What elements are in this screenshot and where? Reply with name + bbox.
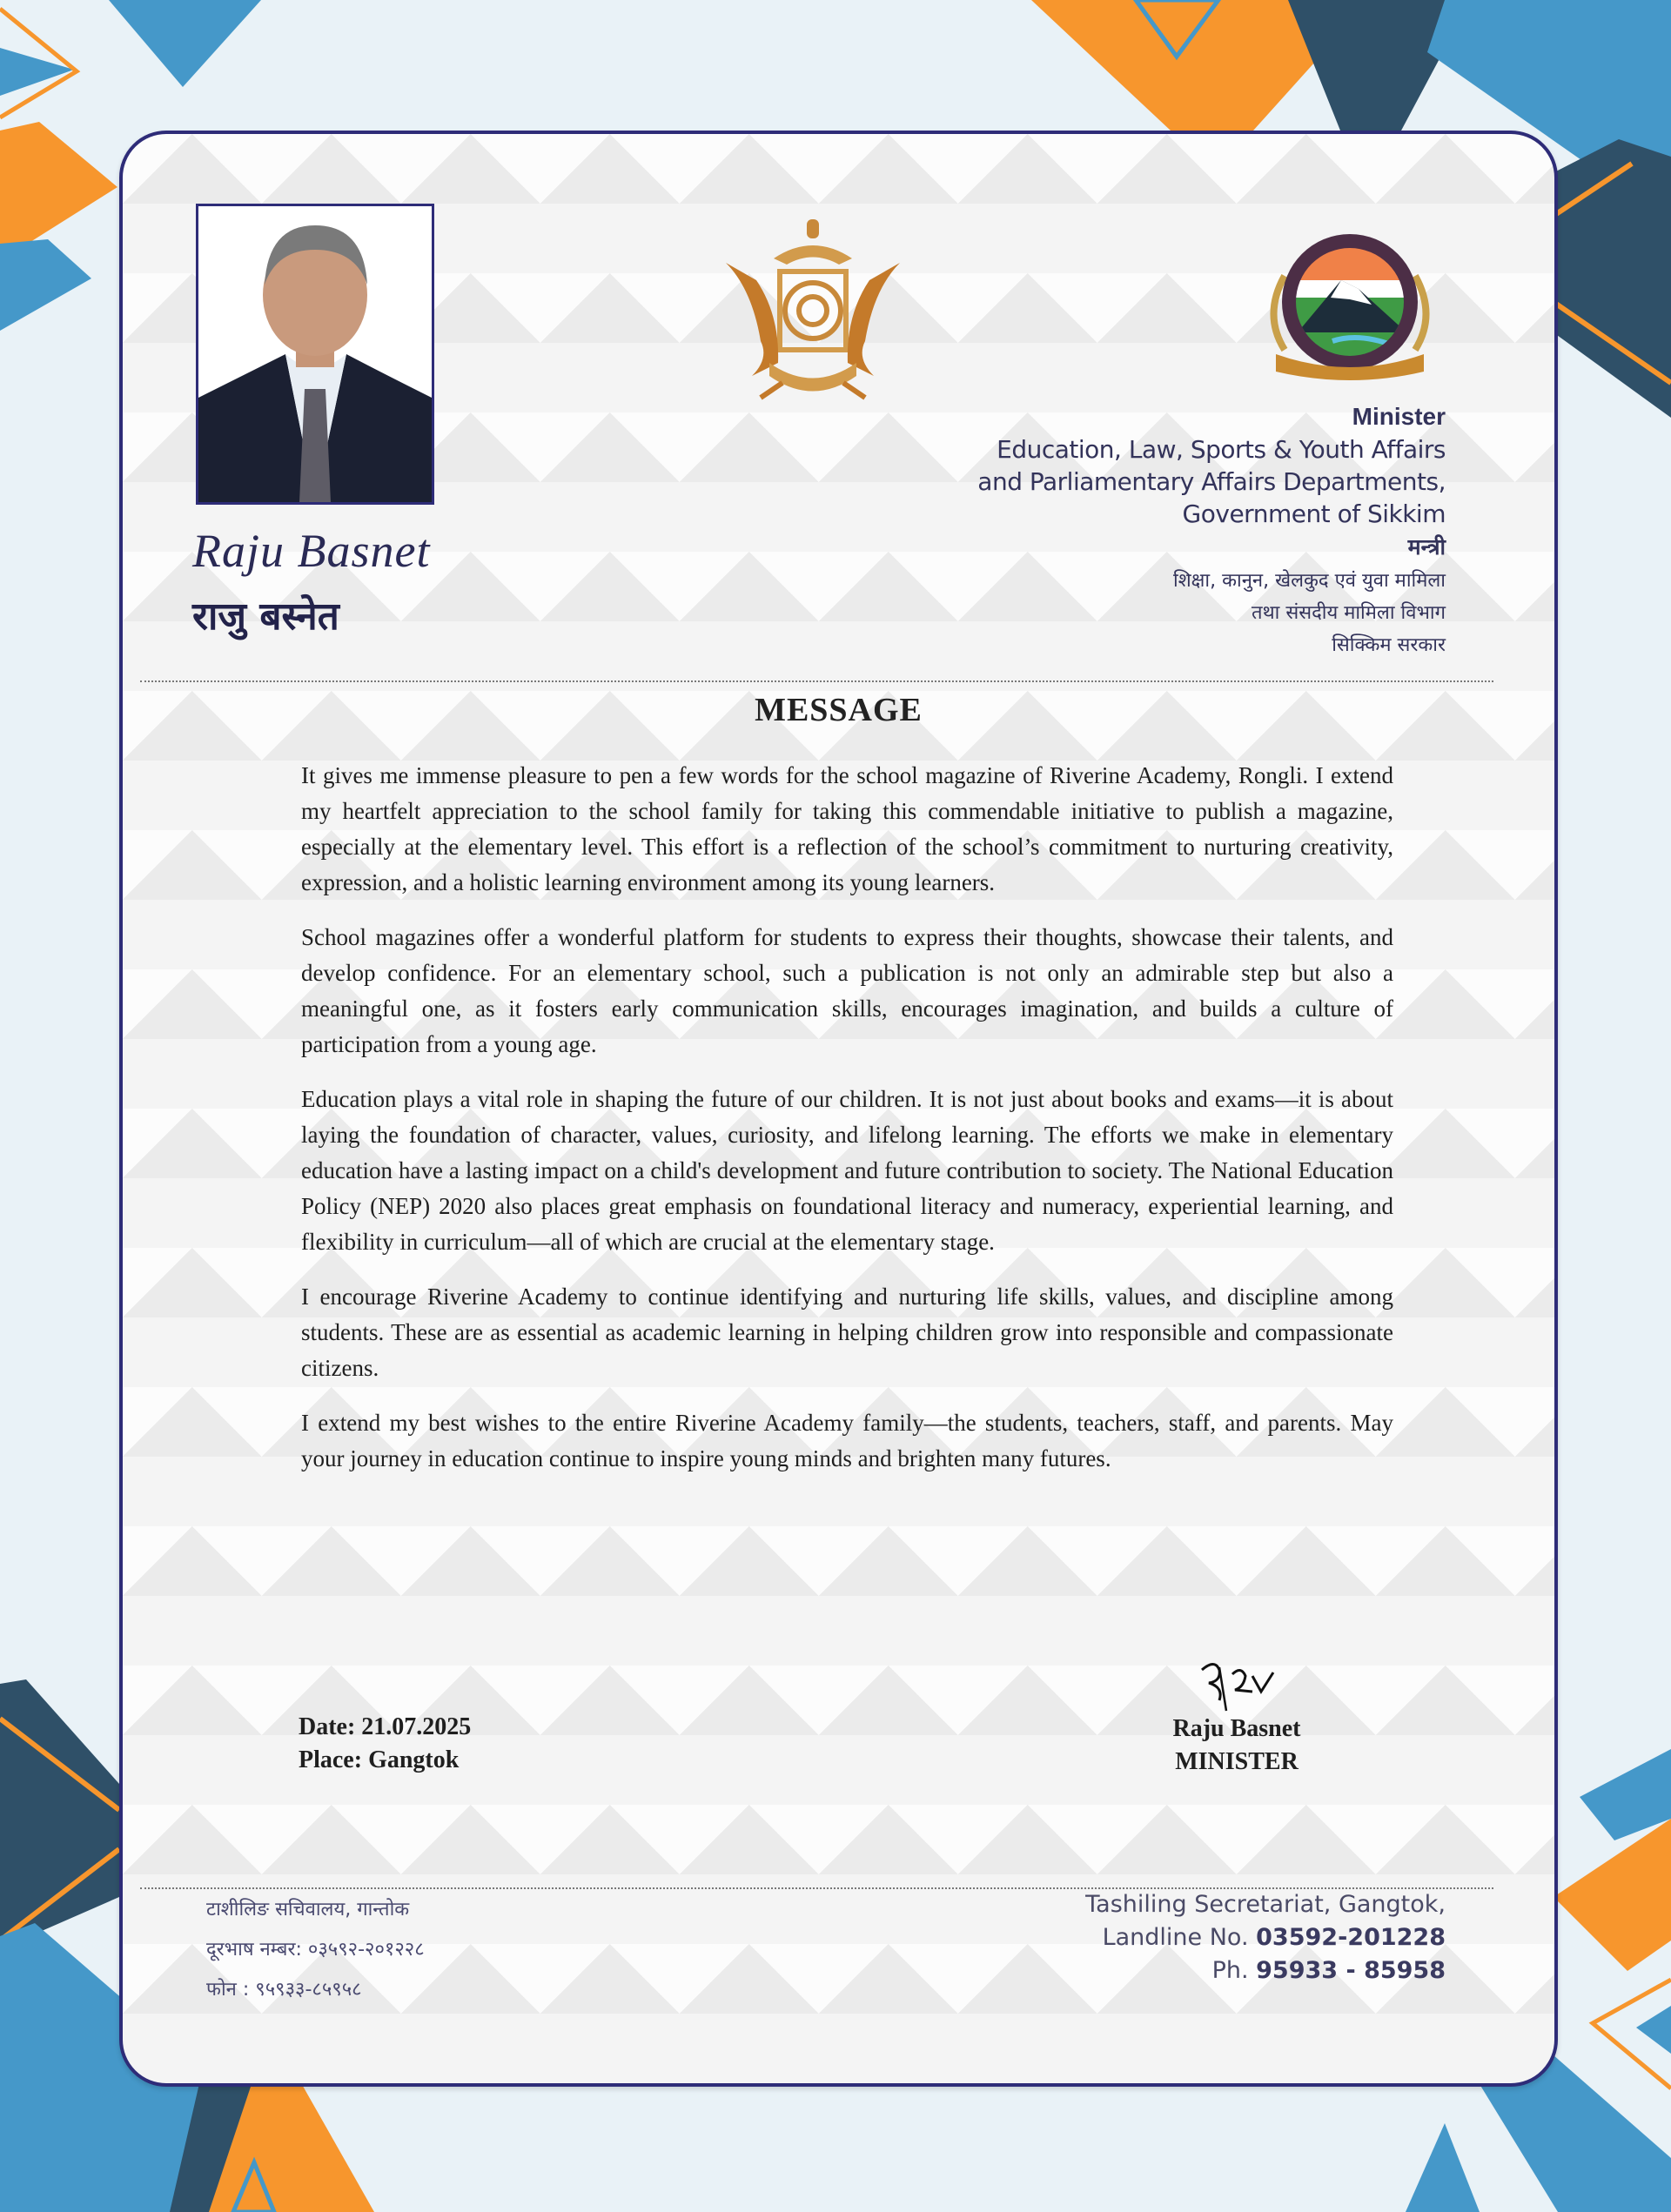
designation-block [977,400,1446,661]
place-text: Place: Gangtok [299,1746,460,1773]
designation-line: Government of Sikkim [1182,499,1446,528]
footer-phone-nepali: फोन : ९५९३३-८५९५८ [206,1979,362,2001]
designation-line-nepali: शिक्षा, कानुन, खेलकुद एवं युवा मामिला [1173,570,1446,592]
header-divider [140,680,1493,682]
footer-contact-nepali [206,1890,425,2010]
date-text: Date: 21.07.2025 [299,1713,472,1740]
designation-line-nepali: तथा संसदीय मामिला विभाग [1252,602,1446,624]
message-heading: MESSAGE [755,692,923,728]
footer-phone [1085,1954,1446,1987]
footer-address: Tashiling Secretariat, Gangtok, [1085,1891,1446,1918]
minister-photo [196,204,434,505]
designation-title-nepali: मन्त्री [1407,534,1446,560]
signatory-name: Raju Basnet [1172,1715,1301,1742]
message-paragraph: Education plays a vital role in shaping the future of our children. It is not just about books and exams—it is about laying the foundation of character, values, curiosity, and lifelong learning. The efforts we make in elementary education have a lasting impact on a child's development and future contribution to society. The National Education Policy (NEP) 2020 also places great emphasis on foundational literacy and numeracy, experiential learning, and flexibility in curriculum—all of which are crucial at the elementary stage. [301,1086,1393,1255]
footer-landline [1085,1921,1446,1954]
message-paragraph: I extend my best wishes to the entire Riverine Academy family—the students, teachers, staff, and parents. May your journey in education continue to inspire young minds and brighten many futures. [301,1410,1393,1471]
footer-contact-english [1085,1888,1446,1987]
message-paragraph: It gives me immense pleasure to pen a few words for the school magazine of Riverine Academy, Rongli. I extend my heartfelt appreciation to the school family for taking this commendable initiative to publish a magazine, especially at the elementary level. This effort is a reflection of the school’s commitment to nurturing creativity, expression, and a holistic learning environment among its young learners. [301,762,1393,895]
signatory-title: MINISTER [1175,1748,1299,1775]
message-paragraph: I encourage Riverine Academy to continue identifying and nurturing life skills, values, and discipline among students. These are as essential as academic learning in helping children grow into responsible and compassionate citizens. [301,1284,1393,1381]
signature-block [1141,1657,1332,1779]
landline-label: Landline No. [1102,1924,1257,1951]
designation-title: Minister [1352,403,1446,430]
handwritten-signature-icon [1176,1657,1298,1713]
footer-landline-nepali: दूरभाष नम्बर: ०३५९२-२०१२२८ [206,1939,425,1961]
landline-number: 03592-201228 [1256,1924,1446,1951]
phone-label: Ph. [1211,1957,1257,1984]
designation-line-nepali: सिक्किम सरकार [1332,634,1446,656]
sikkim-state-emblem-icon [717,211,909,411]
name-english: Raju Basnet [192,525,431,577]
name-nepali: राजु बस्नेत [192,594,339,639]
letter-card [119,131,1558,2087]
phone-number: 95933 - 85958 [1256,1957,1446,1984]
designation-line: and Parliamentary Affairs Departments, [977,467,1446,496]
message-paragraph: School magazines offer a wonderful platform for students to express their thoughts, showcase their talents, and develop confidence. For an elementary school, such a publication is not only an admirable step but also a meaningful one, as it fosters early communication skills, encourages imagination, and builds a culture of participation from a young age. [301,924,1393,1057]
department-seal-icon [1254,228,1446,380]
portrait-image [198,206,432,502]
footer-address-nepali: टाशीलिङ सचिवालय, गान्तोक [206,1899,410,1920]
designation-line: Education, Law, Sports & Youth Affairs [997,435,1446,464]
date-place-block [299,1711,471,1777]
message-body [301,758,1393,1496]
